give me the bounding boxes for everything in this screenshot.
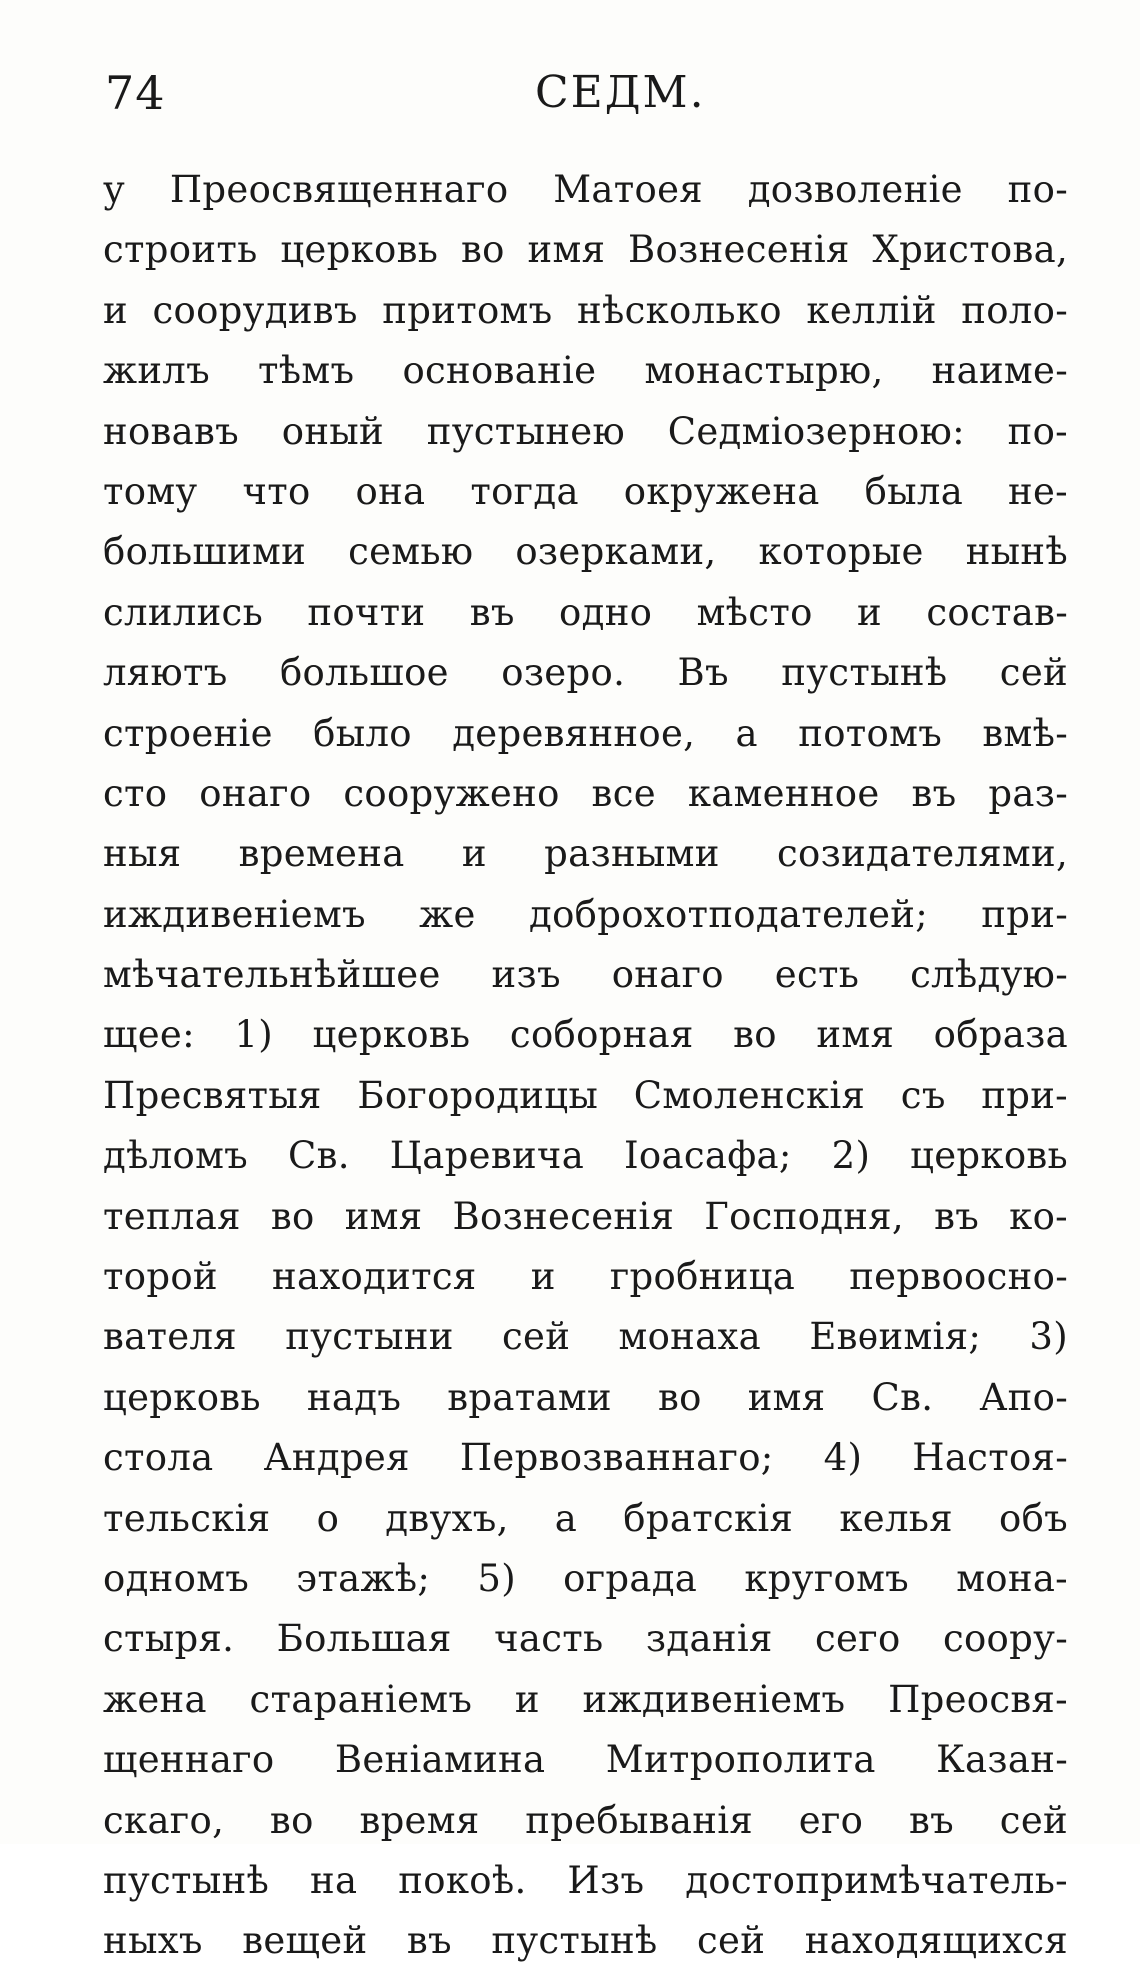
body-text xyxy=(103,160,1068,1972)
page-number: 74 xyxy=(105,66,166,120)
text-line: иждивеніемъ же доброхотподателей; при- xyxy=(103,892,1068,936)
text-line: скаго, во время пребыванія его въ сей xyxy=(103,1798,1068,1842)
text-line: одномъ этажѣ; 5) ограда кругомъ мона- xyxy=(103,1556,1068,1600)
text-line: церковь надъ вратами во имя Св. Апо- xyxy=(103,1375,1068,1419)
text-line: мѣчательнѣйшее изъ онаго есть слѣдую- xyxy=(103,953,1068,997)
text-line: щеннаго Веніамина Митрополита Казан- xyxy=(103,1738,1068,1782)
text-line: строеніе было деревянное, а потомъ вмѣ- xyxy=(103,711,1068,755)
text-line: строить церковь во имя Вознесенія Христова, xyxy=(103,228,1068,272)
text-line: сто онаго сооружено все каменное въ раз- xyxy=(103,771,1068,815)
text-line: щее: 1) церковь соборная во имя образа xyxy=(103,1013,1068,1057)
text-line: торой находится и гробница первоосно- xyxy=(103,1255,1068,1299)
text-line: жена стараніемъ и иждивеніемъ Преосвя- xyxy=(103,1677,1068,1721)
text-line: Пресвятыя Богородицы Смоленскія съ при- xyxy=(103,1073,1068,1117)
text-line: пустынѣ на покоѣ. Изъ достопримѣчатель- xyxy=(103,1858,1068,1902)
text-line: вателя пустыни сей монаха Евѳимія; 3) xyxy=(103,1315,1068,1359)
text-line: ныя времена и разными созидателями, xyxy=(103,832,1068,876)
text-line: ляютъ большое озеро. Въ пустынѣ сей xyxy=(103,651,1068,695)
text-line: ныхъ вещей въ пустынѣ сей находящихся xyxy=(103,1919,1068,1963)
text-line: и соорудивъ притомъ нѣсколько келлій поло- xyxy=(103,288,1068,332)
text-line: большими семью озерками, которые нынѣ xyxy=(103,530,1068,574)
page-header xyxy=(105,58,1065,128)
text-line: теплая во имя Вознесенія Господня, въ ко- xyxy=(103,1194,1068,1238)
text-line: стола Андрея Первозваннаго; 4) Настоя- xyxy=(103,1436,1068,1480)
text-line: тому что она тогда окружена была не- xyxy=(103,469,1068,513)
running-head: СЕДМ. xyxy=(535,67,706,118)
text-line: у Преосвященнаго Матоея дозволеніе по- xyxy=(103,168,1068,211)
text-line: тельскія о двухъ, а братскія келья объ xyxy=(103,1496,1068,1540)
text-line: жилъ тѣмъ основаніе монастырю, наиме- xyxy=(103,349,1068,393)
text-line: новавъ оный пустынею Седміозерною: по- xyxy=(103,409,1068,453)
text-line: дѣломъ Св. Царевича Іоасафа; 2) церковь xyxy=(103,1134,1068,1178)
text-line: стыря. Большая часть зданія сего соору- xyxy=(103,1617,1068,1661)
text-line: слились почти въ одно мѣсто и состав- xyxy=(103,590,1068,634)
